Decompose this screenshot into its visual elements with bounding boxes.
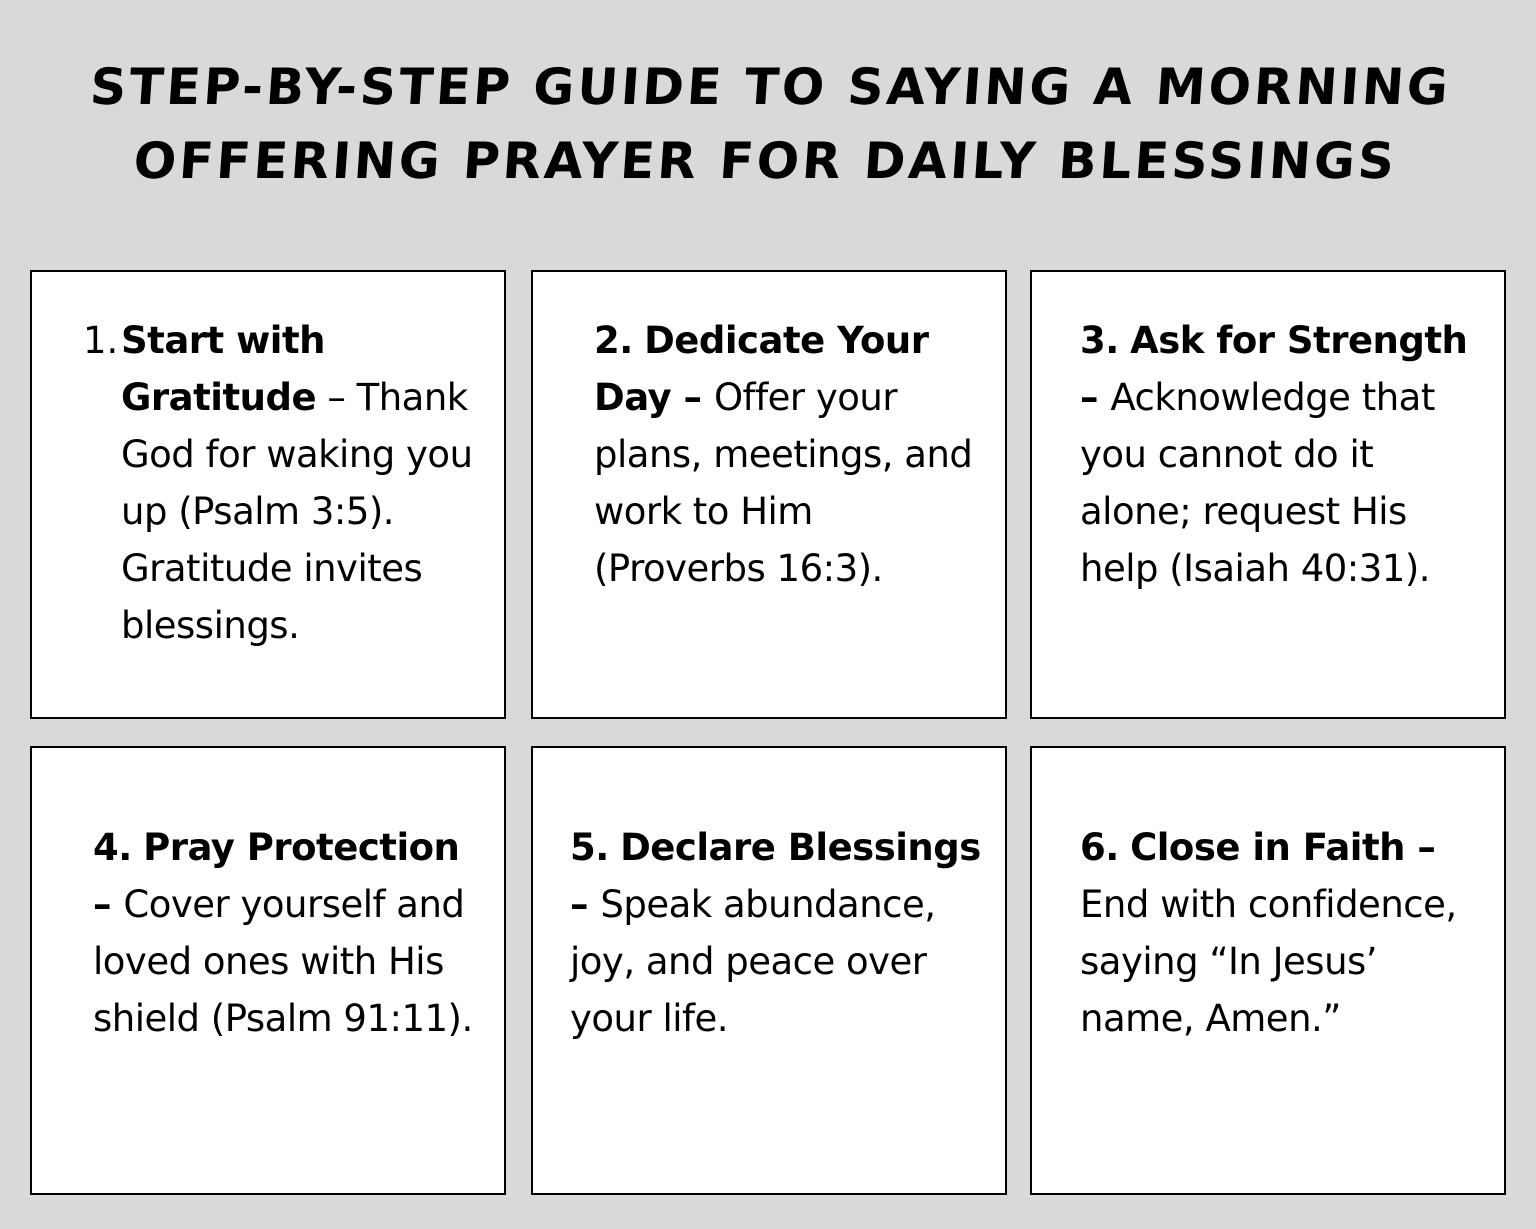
step-separator: –: [316, 376, 357, 419]
step-card-2: [531, 270, 1007, 719]
step-number: 5.: [570, 826, 609, 869]
step-body: Acknowledge that you cannot do it alone; request His help (Isaiah 40:31).: [1080, 376, 1435, 590]
step-heading: Close in Faith: [1130, 826, 1406, 869]
step-card-4: [30, 746, 506, 1195]
step-number: 3.: [1080, 319, 1119, 362]
step-separator: –: [570, 883, 601, 926]
step-body: Thank God for waking you up (Psalm 3:5). Gratitude invites blessings.: [121, 376, 473, 647]
step-heading: Pray Protection: [143, 826, 460, 869]
step-card-1: [30, 270, 506, 719]
step-separator: –: [1080, 376, 1111, 419]
step-heading: Ask for Strength: [1130, 319, 1468, 362]
step-heading: Declare Blessings: [620, 826, 981, 869]
page-title: [35, 50, 1501, 198]
step-text: [594, 312, 974, 597]
step-card-5: [531, 746, 1007, 1195]
step-separator: –: [1405, 826, 1436, 869]
step-card-3: [1030, 270, 1506, 719]
step-number: 2.: [594, 319, 633, 362]
step-separator: –: [671, 376, 714, 419]
page-title-line-2: OFFERING PRAYER FOR DAILY BLESSINGS: [131, 132, 1400, 190]
step-card-6: [1030, 746, 1506, 1195]
step-text: [1080, 819, 1480, 1047]
step-body: Cover yourself and loved ones with His shield (Psalm 91:11).: [93, 883, 473, 1040]
step-text: [93, 819, 488, 1047]
step-number: 1.: [83, 319, 119, 362]
step-heading: Start with Gratitude: [121, 319, 326, 419]
step-number: 4.: [93, 826, 132, 869]
step-text: [570, 819, 990, 1047]
step-body: Speak abundance, joy, and peace over your life.: [570, 883, 936, 1040]
step-heading: Dedicate Your Day: [594, 319, 929, 419]
step-body: End with confidence, saying “In Jesus’ name, Amen.”: [1080, 883, 1457, 1040]
step-text: [1080, 312, 1490, 597]
step-number: 6.: [1080, 826, 1119, 869]
step-separator: –: [93, 883, 124, 926]
step-text: [121, 312, 491, 654]
step-body: Offer your plans, meetings, and work to Him (Proverbs 16:3).: [594, 376, 973, 590]
page-title-line-1: STEP-BY-STEP GUIDE TO SAYING A MORNING: [88, 58, 1453, 116]
